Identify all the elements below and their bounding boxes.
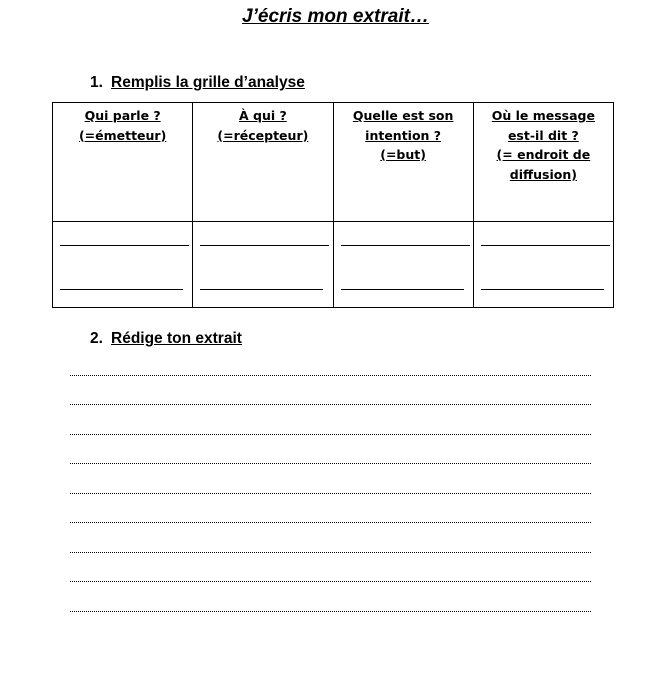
header-line: (=but) (380, 147, 426, 162)
section-2-number: 2. (90, 330, 103, 347)
grid-header-text (474, 106, 613, 184)
analysis-grid (52, 102, 614, 308)
grid-answer-cell-intention[interactable] (333, 222, 473, 308)
header-line: est-il dit ? (507, 127, 579, 143)
answer-line (481, 245, 610, 246)
section-2-heading (90, 330, 242, 348)
header-line: diffusion) (509, 166, 577, 182)
answer-line (60, 289, 183, 290)
answer-line (200, 245, 329, 246)
header-line: À qui ? (238, 108, 287, 123)
grid-answer-row (53, 222, 614, 308)
answer-line (200, 289, 323, 290)
writing-line[interactable] (70, 567, 591, 597)
writing-line[interactable] (70, 596, 591, 626)
writing-line[interactable] (70, 390, 591, 420)
section-1-label: Remplis la grille d’analyse (111, 74, 305, 91)
header-line: Où le message (491, 108, 595, 123)
writing-line[interactable] (70, 449, 591, 479)
grid-answer-cell-diffusion[interactable] (473, 222, 613, 308)
header-line: intention ? (365, 127, 442, 143)
grid-answer-cell-recepteur[interactable] (193, 222, 333, 308)
grid-header-cell-intention (333, 103, 473, 222)
header-line: Quelle est son (352, 108, 454, 123)
writing-line[interactable] (70, 478, 591, 508)
writing-line[interactable] (70, 419, 591, 449)
grid-answer-cell-emetteur[interactable] (53, 222, 193, 308)
grid-header-cell-recepteur (193, 103, 333, 222)
header-line: (= endroit de (496, 147, 591, 162)
grid-header-text (334, 106, 473, 165)
writing-line[interactable] (70, 360, 591, 390)
answer-line (341, 289, 464, 290)
header-line: (=émetteur) (78, 127, 167, 143)
writing-line[interactable] (70, 537, 591, 567)
grid-header-text (53, 106, 192, 145)
answer-line (60, 245, 189, 246)
writing-line[interactable] (70, 508, 591, 538)
grid-header-text (193, 106, 332, 145)
grid-header-cell-emetteur (53, 103, 193, 222)
section-1-heading (90, 74, 305, 92)
grid-header-cell-diffusion (473, 103, 613, 222)
writing-area[interactable] (70, 360, 591, 626)
grid-header-row (53, 103, 614, 222)
page-title: J’écris mon extrait… (242, 6, 429, 27)
answer-line (481, 289, 604, 290)
section-1-number: 1. (90, 74, 103, 91)
section-2-label: Rédige ton extrait (111, 330, 242, 347)
header-line: (=récepteur) (217, 127, 309, 143)
header-line: Qui parle ? (84, 108, 161, 123)
answer-line (341, 245, 470, 246)
